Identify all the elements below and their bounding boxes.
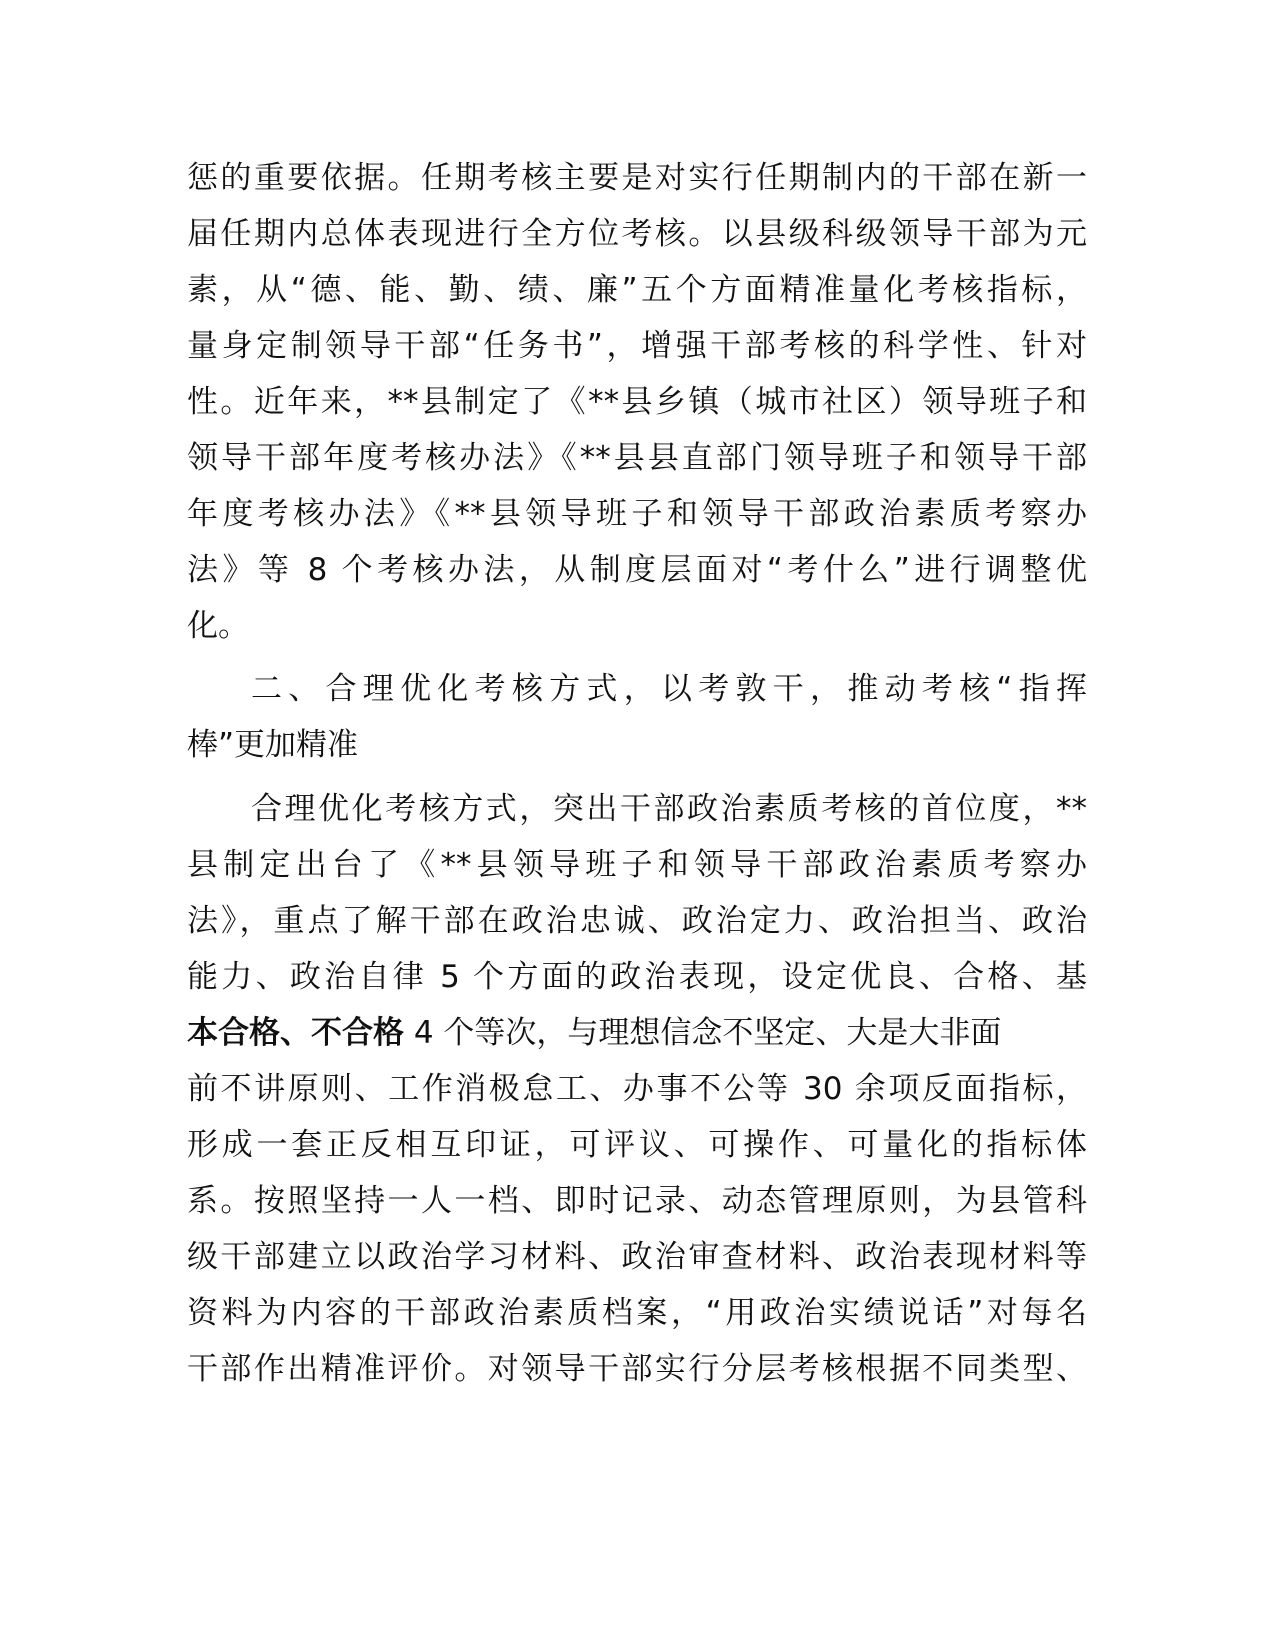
paragraph-1-line-4: 量身定制领导干部“任务书”，增强干部考核的科学性、针对 (187, 328, 1087, 364)
paragraph-1-line-6: 领导干部年度考核办法》《**县县直部门领导班子和领导干部 (187, 440, 1087, 476)
paragraph-1-line-2: 届任期内总体表现进行全方位考核。以县级科级领导干部为元 (187, 216, 1087, 252)
section-heading-line-1: 二、合理优化考核方式，以考敦干，推动考核“指挥 (251, 671, 1087, 707)
paragraph-2-line-11: 干部作出精准评价。对领导干部实行分层考核根据不同类型、 (187, 1351, 1087, 1387)
paragraph-1-line-7: 年度考核办法》《**县领导班子和领导干部政治素质考察办 (187, 496, 1087, 532)
paragraph-2-line-8: 系。按照坚持一人一档、即时记录、动态管理原则，为县管科 (187, 1183, 1087, 1219)
paragraph-2-line-1: 合理优化考核方式，突出干部政治素质考核的首位度，** (251, 791, 1087, 827)
paragraph-1-line-3: 素，从“德、能、勤、绩、廉”五个方面精准量化考核指标， (187, 272, 1087, 308)
section-heading-line-2: 棒”更加精准 (187, 727, 359, 763)
paragraph-2-line-9: 级干部建立以政治学习材料、政治审查材料、政治表现材料等 (187, 1239, 1087, 1275)
paragraph-1-line-5: 性。近年来，**县制定了《**县乡镇（城市社区）领导班子和 (187, 384, 1087, 420)
paragraph-1-line-1: 惩的重要依据。任期考核主要是对实行任期制内的干部在新一 (187, 160, 1087, 196)
paragraph-1-line-8: 法》等 8 个考核办法，从制度层面对“考什么”进行调整优 (187, 552, 1087, 588)
paragraph-2-line-4: 能力、政治自律 5 个方面的政治表现，设定优良、合格、基 (187, 959, 1087, 995)
paragraph-1-line-9: 化。 (187, 608, 249, 644)
paragraph-2-line-10: 资料为内容的干部政治素质档案，“用政治实绩说话”对每名 (187, 1295, 1087, 1331)
paragraph-2-line-7: 形成一套正反相互印证，可评议、可操作、可量化的指标体 (187, 1127, 1087, 1163)
paragraph-2-line-2: 县制定出台了《**县领导班子和领导干部政治素质考察办 (187, 847, 1087, 883)
paragraph-2-line-5 (187, 1004, 1087, 1062)
paragraph-2-line-5-rest: 4 个等次，与理想信念不坚定、大是大非面 (404, 1015, 1002, 1051)
paragraph-2-line-6: 前不讲原则、工作消极怠工、办事不公等 30 余项反面指标， (187, 1071, 1087, 1107)
bold-grade-text: 本合格、不合格 (187, 1015, 404, 1051)
paragraph-2-line-3: 法》，重点了解干部在政治忠诚、政治定力、政治担当、政治 (187, 903, 1087, 939)
